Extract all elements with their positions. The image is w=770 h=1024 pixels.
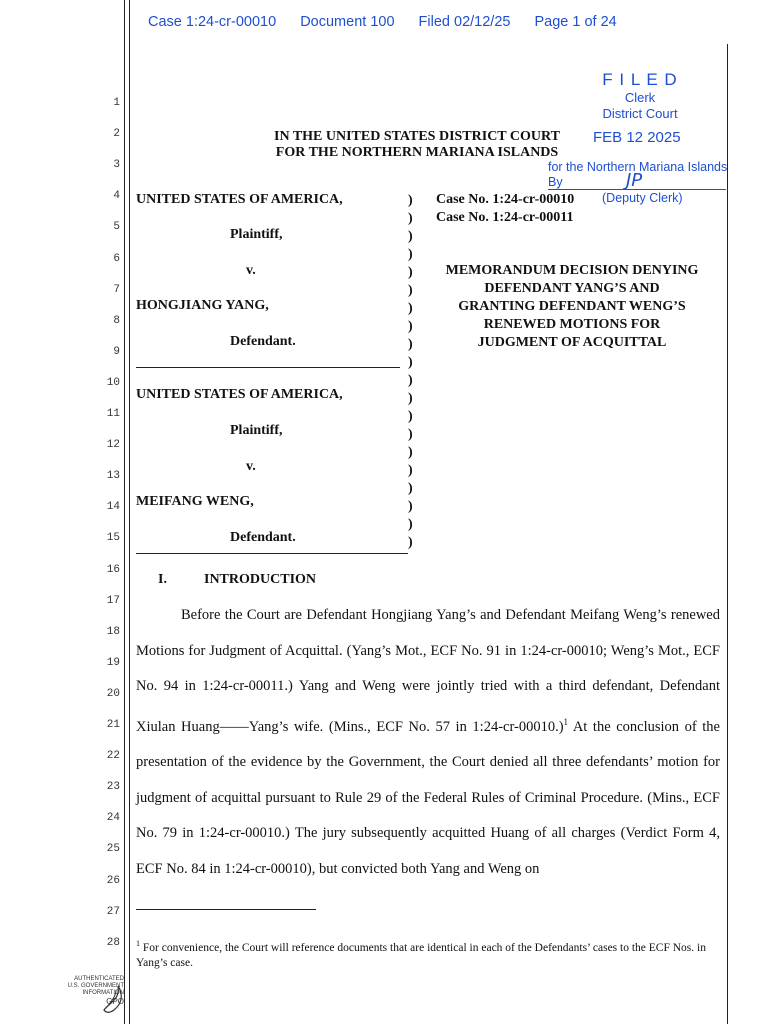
line-number: 9 (113, 345, 120, 358)
section-number: I. (158, 572, 167, 587)
body-paragraph (136, 598, 720, 888)
caption-divider-2 (136, 553, 408, 554)
caption-paren: ) (408, 373, 413, 388)
footnote-rule (136, 909, 316, 910)
caption-paren: ) (408, 355, 413, 370)
header-filed: Filed 02/12/25 (418, 14, 511, 30)
court-line-1: IN THE UNITED STATES DISTRICT COURT (274, 129, 560, 144)
line-number: 22 (106, 750, 120, 763)
gpo-line-2: U.S. GOVERNMENT (67, 983, 124, 989)
gpo-line-3: INFORMATION (82, 990, 124, 996)
caption-paren: ) (408, 247, 413, 262)
caption-defendant-label-1: Defendant. (230, 334, 296, 349)
caption-v-1: v. (246, 263, 256, 278)
court-line-2: FOR THE NORTHERN MARIANA ISLANDS (275, 145, 559, 160)
line-number: 10 (106, 376, 120, 389)
memorandum-title-line: JUDGMENT OF ACQUITTAL (477, 335, 667, 350)
caption-plaintiff-1: UNITED STATES OF AMERICA, (136, 192, 343, 207)
memorandum-title-line: RENEWED MOTIONS FOR (483, 317, 661, 332)
stamp-by: By (548, 175, 563, 189)
caption-parentheses (408, 192, 413, 552)
stamp-clerk: Clerk (624, 90, 656, 105)
stamp-deputy: (Deputy Clerk) (602, 191, 683, 205)
case-number-1: Case No. 1:24-cr-00010 (436, 192, 575, 207)
line-number: 12 (106, 439, 120, 452)
caption-paren: ) (408, 427, 413, 442)
line-number: 27 (106, 905, 120, 918)
line-number: 21 (106, 719, 120, 731)
line-number: 25 (106, 843, 120, 856)
caption-paren: ) (408, 229, 413, 244)
line-number: 6 (113, 252, 120, 265)
caption-defendant-label-2: Defendant. (230, 530, 296, 545)
caption-defendant-1: HONGJIANG YANG, (136, 298, 269, 313)
line-number: 2 (113, 128, 120, 141)
memorandum-title-line: GRANTING DEFENDANT WENG’S (458, 299, 686, 314)
line-number: 26 (106, 874, 120, 887)
line-number: 20 (106, 687, 120, 700)
stamp-district: for the Northern Mariana Islands (548, 160, 728, 174)
line-number: 23 (106, 781, 120, 794)
memorandum-title-line: MEMORANDUM DECISION DENYING (445, 263, 699, 278)
stamp-filed: F I L E D (602, 70, 678, 89)
line-number: 11 (106, 408, 120, 420)
filed-stamp (560, 70, 720, 122)
memorandum-title (432, 262, 712, 352)
line-number: 14 (106, 501, 120, 514)
caption-paren: ) (408, 319, 413, 334)
caption-paren: ) (408, 265, 413, 280)
gpo-line-1: AUTHENTICATED (74, 976, 124, 982)
caption-defendant-2: MEIFANG WENG, (136, 494, 254, 509)
stamp-date: FEB 12 2025 (593, 129, 681, 146)
footnote-text: For convenience, the Court will reference documents that are identical in each of the Defendants’ cases to the ECF Nos. in Yang’s case. (136, 941, 706, 969)
caption-plaintiff-label-1: Plaintiff, (230, 227, 283, 242)
stamp-court: District Court (602, 106, 678, 121)
gpo-line-4: GPO (106, 997, 124, 1006)
body-p1b: At the conclusion of the presentation of the evidence by the Government, the Court denied all three defendants’ motion for judgment of acquittal pursuant to Rule 29 of the Federal Rules of Criminal Procedure. (Mins., ECF No. 79 in 1:24-cr-00010.) The jury subsequently acquitted Huang of all charges (Verdict Form 4, ECF No. 84 in 1:24-cr-00010), but convicted both Yang and Weng on (136, 718, 720, 877)
case-number-2: Case No. 1:24-cr-00011 (436, 210, 574, 225)
body-text (136, 598, 720, 888)
caption-paren: ) (408, 517, 413, 532)
section-title: INTRODUCTION (204, 572, 317, 587)
caption-paren: ) (408, 283, 413, 298)
line-number: 8 (113, 314, 120, 327)
line-number: 24 (106, 812, 120, 825)
caption-paren: ) (408, 463, 413, 478)
gpo-eagle-icon (100, 976, 126, 1016)
footnote-number: 1 (136, 939, 140, 948)
caption-paren: ) (408, 337, 413, 352)
caption-divider-1 (136, 367, 400, 368)
line-number: 5 (113, 221, 120, 234)
header-case: Case 1:24-cr-00010 (148, 14, 277, 30)
caption-paren: ) (408, 499, 413, 514)
caption-v-2: v. (246, 459, 256, 474)
left-margin-rule-outer (124, 0, 125, 1024)
ecf-header (148, 14, 637, 30)
caption-paren: ) (408, 445, 413, 460)
caption-paren: ) (408, 301, 413, 316)
line-number: 15 (106, 532, 120, 545)
caption-paren: ) (408, 409, 413, 424)
body-p1: Before the Court are Defendant Hongjiang Yang’s and Defendant Meifang Weng’s renewed Motions for Judgment of Acquittal. (Yang’s Mot., ECF No. 91 in 1:24-cr-00010; Weng’s Mot., ECF No. 94 in 1:24-cr-00011.) Yang and Weng were jointly tried with a third defendant, Defendant Xiulan Huang——Yang’s wife. (Mins., ECF No. 57 in 1:24-cr-00010.) (136, 607, 720, 735)
memorandum-title-line: DEFENDANT YANG’S AND (484, 281, 660, 296)
right-margin-rule (727, 44, 728, 1024)
caption-paren: ) (408, 211, 413, 226)
line-number: 7 (113, 283, 120, 296)
caption-plaintiff-label-2: Plaintiff, (230, 423, 283, 438)
caption-paren: ) (408, 481, 413, 496)
line-number: 4 (113, 190, 120, 203)
line-number: 1 (113, 97, 120, 109)
line-number: 28 (106, 936, 120, 949)
header-page: Page 1 of 24 (534, 14, 617, 30)
line-number: 19 (106, 656, 120, 669)
footnote (136, 936, 726, 971)
line-number: 13 (106, 470, 120, 483)
line-number: 17 (106, 594, 120, 607)
clerk-initials-signature: JP (626, 170, 643, 191)
caption-paren: ) (408, 193, 413, 208)
caption-plaintiff-2: UNITED STATES OF AMERICA, (136, 387, 343, 402)
caption-paren: ) (408, 391, 413, 406)
caption-paren: ) (408, 535, 413, 550)
line-number: 3 (113, 159, 120, 172)
footnote-ref: 1 (563, 716, 569, 727)
line-number: 18 (106, 625, 120, 638)
court-heading (136, 129, 706, 161)
header-document: Document 100 (300, 14, 395, 30)
line-number: 16 (106, 563, 120, 576)
